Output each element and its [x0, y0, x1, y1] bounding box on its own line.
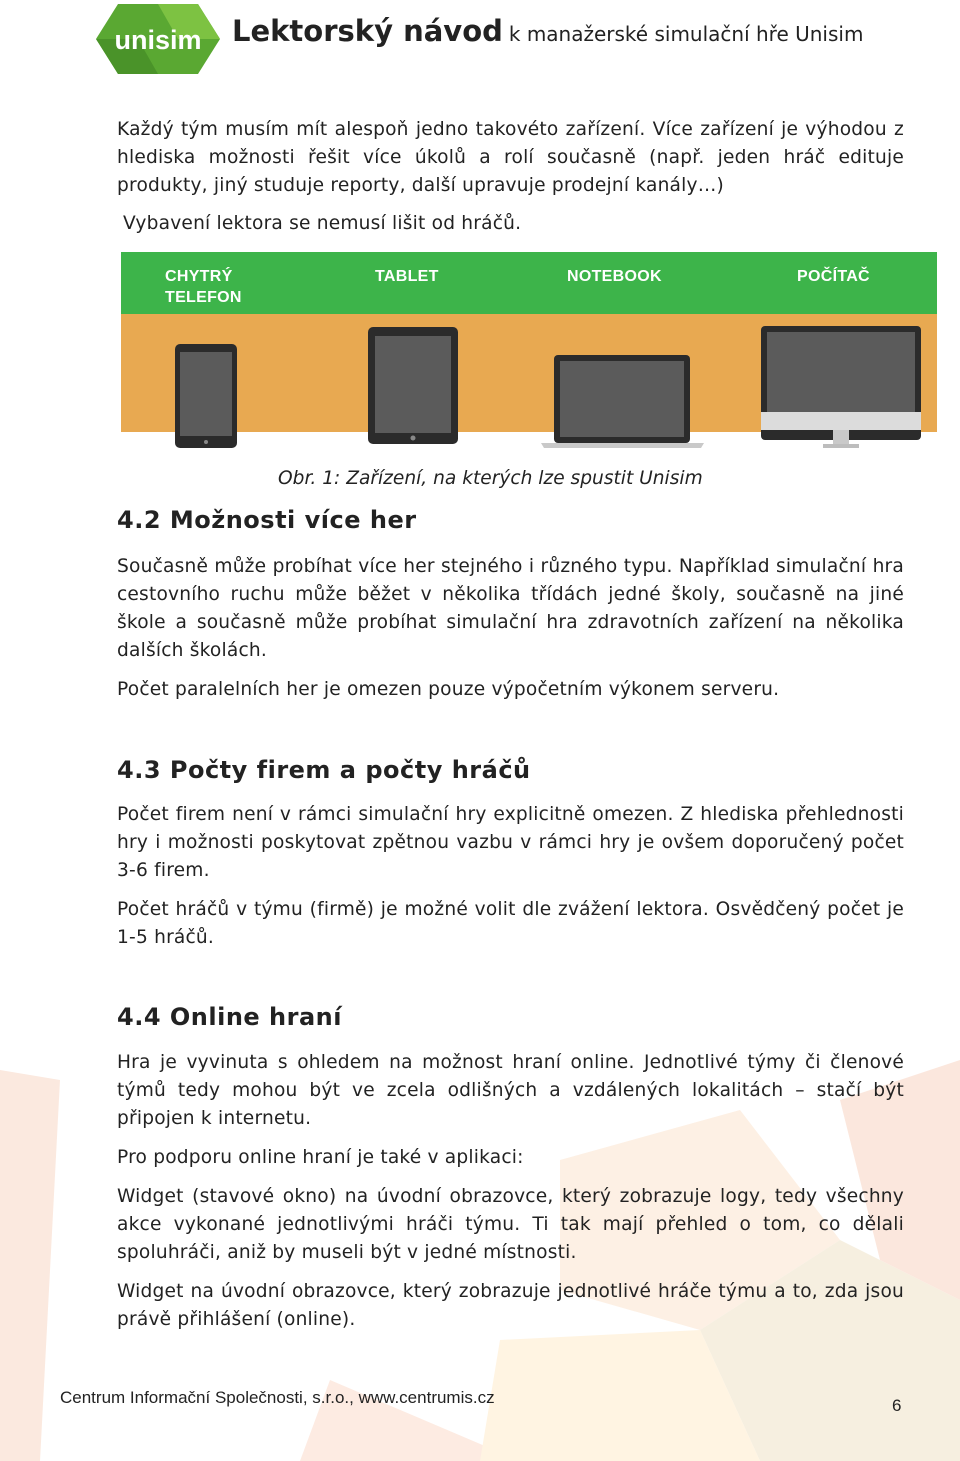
section-4-2-body — [117, 553, 904, 704]
figure-caption: Obr. 1: Zařízení, na kterých lze spustit Unisim — [278, 468, 703, 489]
section-4-3-paragraph-2: Počet hráčů v týmu (firmě) je možné volit dle zvážení lektora. Osvědčený počet je 1-5 hráčů. — [117, 899, 904, 948]
section-4-3-paragraph-1: Počet firem není v rámci simulační hry explicitně omezen. Z hlediska přehlednosti hry i možnosti poskytovat zpětnou vazbu v rámci hry je ovšem doporučený počet 3-6 firem. — [117, 804, 904, 881]
section-4-4-paragraph-2: Pro podporu online hraní je také v aplikaci: — [117, 1147, 524, 1168]
intro-section — [117, 116, 904, 200]
header-title — [232, 14, 863, 48]
page-number: 6 — [892, 1396, 902, 1415]
smartphone-icon — [175, 344, 237, 448]
section-4-2-paragraph-2: Počet paralelních her je omezen pouze výpočetním výkonem serveru. — [117, 679, 780, 700]
footer-text: Centrum Informační Společnosti, s.r.o., www.centrumis.cz — [60, 1388, 495, 1407]
device-illustrations — [121, 252, 937, 452]
intro-paragraph: Každý tým musím mít alespoň jedno takovéto zařízení. Více zařízení je výhodou z hlediska možnosti řešit více úkolů a rolí současně (např. jeden hráč edituje produkty, jiný studuje reporty, další upravuje prodejní kanály…) — [117, 119, 904, 196]
section-4-4-paragraph-3: Widget (stavové okno) na úvodní obrazovce, který zobrazuje logy, tedy všechny akce vykonané jednotlivými hráči týmu. Ti tak mají přehled o tom, co dělali spoluhráči, aniž by museli být v jedné místnosti. — [117, 1186, 904, 1263]
section-4-4-body — [117, 1049, 904, 1334]
header-title-bold: Lektorský návod — [232, 14, 503, 48]
section-4-2-heading: 4.2 Možnosti více her — [117, 506, 417, 534]
unisim-logo — [96, 4, 220, 74]
section-4-2-paragraph-1: Současně může probíhat více her stejného i různého typu. Například simulační hra cestovního ruchu může běžet v několika třídách jedné školy, současně na jiné škole a současně může probíhat simulační hra zdravotních zařízení na několika dalších školách. — [117, 556, 904, 661]
intro-note — [123, 210, 910, 238]
figure-label-computer: POČÍTAČ — [797, 268, 870, 285]
section-4-3-body — [117, 801, 904, 952]
intro-note-text: Vybavení lektora se nemusí lišit od hráčů. — [123, 213, 522, 234]
computer-icon — [761, 326, 921, 448]
figure-label-smartphone: CHYTRÝ TELEFON — [165, 268, 242, 306]
notebook-icon — [541, 355, 704, 448]
section-4-3-heading: 4.3 Počty firem a počty hráčů — [117, 756, 531, 784]
figure-label-notebook: NOTEBOOK — [567, 268, 662, 285]
section-4-4-heading: 4.4 Online hraní — [117, 1003, 342, 1031]
section-4-4-paragraph-4: Widget na úvodní obrazovce, který zobrazuje jednotlivé hráče týmu a to, zda jsou právě přihlášení (online). — [117, 1281, 904, 1330]
devices-figure — [121, 252, 937, 452]
header-title-subtitle: k manažerské simulační hře Unisim — [508, 22, 864, 46]
svg-text:unisim: unisim — [114, 25, 202, 55]
section-4-3 — [117, 756, 904, 784]
figure-label-tablet: TABLET — [375, 268, 439, 285]
section-4-4 — [117, 1003, 904, 1031]
tablet-icon — [368, 327, 458, 444]
section-4-2 — [117, 506, 904, 534]
section-4-4-paragraph-1: Hra je vyvinuta s ohledem na možnost hraní online. Jednotlivé týmy či členové týmů tedy mohou být ve zcela odlišných a vzdálených lokalitách – stačí být připojen k internetu. — [117, 1052, 904, 1129]
